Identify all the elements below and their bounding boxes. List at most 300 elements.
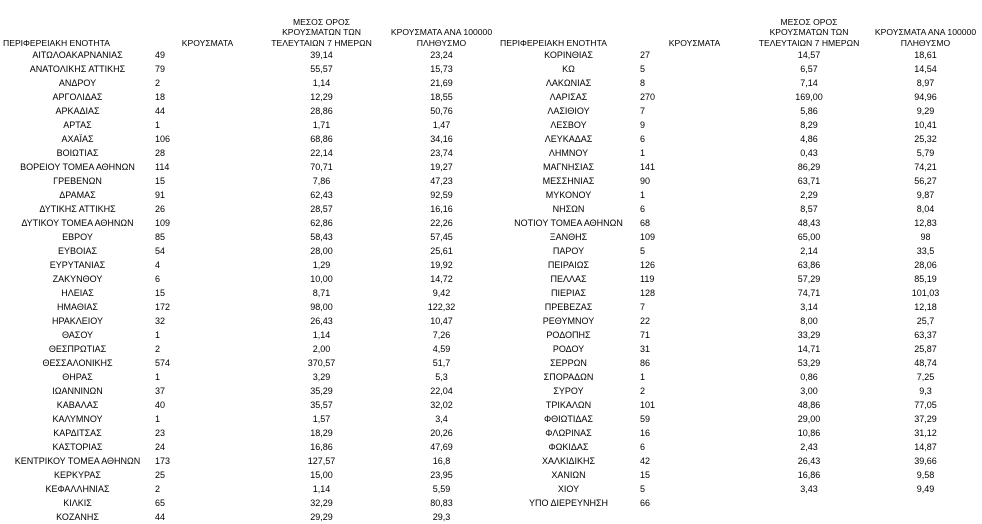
cell-cases-per-100000: 9,87 (916, 190, 935, 200)
cell-region: ΧΙΟΥ (557, 484, 580, 494)
table-row (0, 412, 500, 426)
cell-region: ΛΕΣΒΟΥ (550, 120, 587, 130)
cell-cases: 2 (155, 344, 161, 354)
cell-region: ΛΑΣΙΘΙΟΥ (547, 106, 590, 116)
table-row (0, 482, 500, 496)
cell-cases: 1 (155, 120, 161, 130)
cell-cases: 59 (640, 414, 651, 424)
cell-seven-day-average: 63,86 (797, 260, 821, 270)
cell-seven-day-average: 28,86 (310, 106, 333, 116)
header-cases-per-100000 (869, 0, 982, 48)
cell-region: ΛΑΡΙΣΑΣ (549, 92, 588, 102)
cell-region: ΘΑΣΟΥ (61, 330, 94, 340)
cell-cases: 66 (640, 498, 651, 508)
cell-seven-day-average: 29,00 (797, 414, 821, 424)
cell-seven-day-average: 35,57 (310, 400, 333, 410)
table-row (497, 440, 982, 454)
table-row (0, 328, 500, 342)
cell-cases-per-100000: 5,3 (435, 372, 448, 382)
cell-seven-day-average: 32,29 (310, 498, 333, 508)
cell-region: ΕΥΒΟΙΑΣ (57, 246, 98, 256)
cell-region: ΛΗΜΝΟΥ (548, 148, 589, 158)
cell-seven-day-average: 2,00 (312, 344, 331, 354)
cell-seven-day-average: 8,57 (800, 204, 818, 214)
table-row (0, 454, 500, 468)
cell-cases-per-100000: 92,59 (430, 190, 453, 200)
cell-region: ΗΛΕΙΑΣ (61, 288, 94, 298)
cell-seven-day-average: 169,00 (795, 92, 823, 102)
table-row (497, 188, 982, 202)
cell-cases: 26 (155, 204, 166, 214)
cell-cases-per-100000: 8,04 (916, 204, 935, 214)
cell-seven-day-average: 8,71 (312, 288, 331, 298)
cell-seven-day-average: 7,14 (800, 78, 818, 88)
cell-cases: 31 (640, 344, 651, 354)
cell-cases-per-100000: 57,45 (430, 232, 453, 242)
cell-region: ΣΕΡΡΩΝ (550, 358, 587, 368)
cases-table-right (497, 0, 982, 510)
cell-cases-per-100000: 23,74 (430, 148, 453, 158)
cell-cases: 85 (155, 232, 166, 242)
table-row (497, 90, 982, 104)
cell-seven-day-average: 28,57 (310, 204, 333, 214)
cell-region: ΡΟΔΟΥ (552, 344, 585, 354)
table-row (497, 132, 982, 146)
cell-seven-day-average (749, 496, 869, 510)
cell-seven-day-average: 1,71 (312, 120, 331, 130)
cell-region: ΓΡΕΒΕΝΩΝ (53, 176, 102, 186)
table-row (497, 286, 982, 300)
cell-seven-day-average: 3,00 (800, 386, 818, 396)
table-body-left (0, 48, 500, 524)
cell-cases: 24 (155, 442, 166, 452)
header-avg-line-3: ΤΕΛΕΥΤΑΙΩΝ 7 ΗΜΕΡΩΝ (758, 37, 860, 48)
header-region: ΠΕΡΙΦΕΡΕΙΑΚΗ ΕΝΟΤΗΤΑ (500, 37, 607, 48)
cell-seven-day-average: 7,86 (312, 176, 331, 186)
cell-seven-day-average: 62,43 (310, 190, 333, 200)
header-rate-line-2: ΠΛΗΘΥΣΜΟ (900, 37, 951, 48)
cell-seven-day-average: 3,14 (800, 302, 818, 312)
cell-seven-day-average: 14,57 (797, 50, 821, 60)
cell-seven-day-average: 4,86 (800, 134, 818, 144)
table-row (0, 216, 500, 230)
cell-cases: 4 (155, 260, 161, 270)
table-row (497, 412, 982, 426)
table-row (497, 300, 982, 314)
cell-cases: 5 (640, 484, 646, 494)
cell-region: ΑΡΚΑΔΙΑΣ (55, 106, 100, 116)
cell-cases: 7 (640, 302, 646, 312)
table-row (497, 118, 982, 132)
table-row (0, 286, 500, 300)
cell-region: ΤΡΙΚΑΛΩΝ (545, 400, 592, 410)
table-row (497, 146, 982, 160)
header-cases: ΚΡΟΥΣΜΑΤΑ (181, 37, 234, 48)
cell-cases-per-100000: 33,5 (916, 246, 935, 256)
cell-cases-per-100000: 47,69 (430, 442, 453, 452)
cell-region: ΔΥΤΙΚΗΣ ΑΤΤΙΚΗΣ (39, 204, 116, 214)
cell-region: ΚΕΦΑΛΛΗΝΙΑΣ (45, 484, 110, 494)
cell-seven-day-average: 58,43 (310, 232, 333, 242)
cell-seven-day-average: 14,71 (797, 344, 821, 354)
cell-seven-day-average: 16,86 (797, 470, 821, 480)
table-row (497, 328, 982, 342)
cell-cases: 1 (640, 190, 646, 200)
cell-region: ΕΥΡΥΤΑΝΙΑΣ (49, 260, 106, 270)
cell-cases: 32 (155, 316, 166, 326)
cell-cases-per-100000: 9,58 (916, 470, 935, 480)
cell-cases: 1 (155, 330, 161, 340)
table-row (497, 272, 982, 286)
cell-cases-per-100000: 56,27 (914, 176, 937, 186)
table-row (497, 426, 982, 440)
cell-region: ΚΙΛΚΙΣ (63, 498, 92, 508)
table-row (0, 370, 500, 384)
cell-cases-per-100000: 22,04 (430, 386, 453, 396)
cell-region: ΔΥΤΙΚΟΥ ΤΟΜΕΑ ΑΘΗΝΩΝ (21, 218, 134, 228)
cell-region: ΑΡΤΑΣ (63, 120, 92, 130)
table-row (497, 342, 982, 356)
cell-region: ΙΩΑΝΝΙΝΩΝ (52, 386, 103, 396)
cell-region: ΦΩΚΙΔΑΣ (548, 442, 589, 452)
cell-cases-per-100000: 20,26 (430, 428, 453, 438)
header-avg-line-2: ΚΡΟΥΣΜΑΤΩΝ ΤΩΝ (282, 27, 361, 37)
cell-seven-day-average: 39,14 (310, 50, 333, 60)
cell-cases-per-100000: 23,95 (430, 470, 453, 480)
cell-cases: 6 (640, 134, 646, 144)
table-row (0, 314, 500, 328)
cell-region: ΗΡΑΚΛΕΙΟΥ (51, 316, 104, 326)
cell-cases: 106 (155, 134, 171, 144)
cell-region: ΠΙΕΡΙΑΣ (550, 288, 587, 298)
cell-cases: 42 (640, 456, 651, 466)
cell-cases: 8 (640, 78, 646, 88)
cell-cases-per-100000: 94,96 (914, 92, 937, 102)
cell-cases-per-100000: 16,8 (432, 456, 451, 466)
table-row (0, 272, 500, 286)
cell-seven-day-average: 8,00 (800, 316, 818, 326)
table-row (497, 384, 982, 398)
cell-cases-per-100000: 14,87 (914, 442, 937, 452)
cell-region: ΚΕΝΤΡΙΚΟΥ ΤΟΜΕΑ ΑΘΗΝΩΝ (14, 456, 141, 466)
cell-seven-day-average: 1,29 (312, 260, 331, 270)
cell-cases: 44 (155, 512, 166, 522)
cell-seven-day-average: 1,57 (312, 414, 331, 424)
cell-cases-per-100000: 74,21 (914, 162, 937, 172)
cell-seven-day-average: 48,86 (797, 400, 821, 410)
cell-cases-per-100000: 39,66 (914, 456, 937, 466)
cell-region: ΜΕΣΣΗΝΙΑΣ (542, 176, 595, 186)
cell-cases: 86 (640, 358, 651, 368)
cell-region: ΚΑΡΔΙΤΣΑΣ (53, 428, 102, 438)
cell-cases: 173 (155, 456, 171, 466)
cell-seven-day-average: 28,00 (310, 246, 333, 256)
cell-cases: 15 (155, 288, 166, 298)
cell-cases-per-100000: 5,59 (432, 484, 451, 494)
cell-cases-per-100000: 12,18 (914, 302, 937, 312)
cell-region: ΑΝΑΤΟΛΙΚΗΣ ΑΤΤΙΚΗΣ (29, 64, 126, 74)
cell-region: ΑΙΤΩΛΟΑΚΑΡΝΑΝΙΑΣ (32, 50, 123, 60)
table-row (0, 132, 500, 146)
cell-region: ΚΑΛΥΜΝΟΥ (52, 414, 103, 424)
cell-cases-per-100000: 14,72 (430, 274, 453, 284)
table-row (497, 468, 982, 482)
cell-seven-day-average: 5,86 (800, 106, 818, 116)
cell-cases: 44 (155, 106, 166, 116)
cell-cases-per-100000: 3,4 (435, 414, 448, 424)
table-right-half (497, 0, 982, 523)
cell-cases-per-100000: 9,49 (916, 484, 935, 494)
cell-region: ΚΑΒΑΛΑΣ (56, 400, 99, 410)
cell-cases: 5 (640, 64, 646, 74)
table-row (0, 496, 500, 510)
header-avg-line-3: ΤΕΛΕΥΤΑΙΩΝ 7 ΗΜΕΡΩΝ (271, 37, 372, 48)
cell-cases-per-100000: 7,25 (916, 372, 935, 382)
table-row (497, 216, 982, 230)
cell-cases-per-100000: 12,83 (914, 218, 937, 228)
cell-region: ΖΑΚΥΝΘΟΥ (52, 274, 103, 284)
cell-cases: 2 (155, 484, 161, 494)
table-row (497, 496, 982, 510)
table-row (497, 160, 982, 174)
table-row (497, 174, 982, 188)
cell-cases-per-100000: 23,24 (430, 50, 453, 60)
cell-region: ΑΝΔΡΟΥ (58, 78, 97, 88)
table-row (497, 314, 982, 328)
table-row (0, 104, 500, 118)
cell-cases-per-100000: 32,02 (430, 400, 453, 410)
cell-cases-per-100000 (869, 496, 982, 510)
header-avg-line-2: ΚΡΟΥΣΜΑΤΩΝ ΤΩΝ (769, 27, 849, 37)
table-row (497, 482, 982, 496)
cell-cases: 1 (640, 372, 646, 382)
cell-cases: 23 (155, 428, 166, 438)
cell-cases: 71 (640, 330, 651, 340)
cell-cases-per-100000: 122,32 (427, 302, 456, 312)
table-row (0, 76, 500, 90)
cell-region: ΧΑΝΙΩΝ (551, 470, 586, 480)
cell-cases: 28 (155, 148, 166, 158)
cell-seven-day-average: 68,86 (310, 134, 333, 144)
cell-seven-day-average: 65,00 (797, 232, 821, 242)
table-row (0, 342, 500, 356)
cell-cases-per-100000: 25,61 (430, 246, 453, 256)
cell-cases-per-100000: 18,55 (430, 92, 453, 102)
cell-seven-day-average: 1,14 (312, 78, 331, 88)
cell-region: ΑΡΓΟΛΙΔΑΣ (52, 92, 103, 102)
cell-seven-day-average: 22,14 (310, 148, 333, 158)
cell-cases: 9 (640, 120, 646, 130)
cell-cases: 2 (640, 386, 646, 396)
cell-seven-day-average: 0,43 (800, 148, 818, 158)
cell-seven-day-average: 70,71 (310, 162, 333, 172)
cell-cases: 172 (155, 302, 171, 312)
cell-cases: 6 (155, 274, 161, 284)
cell-cases-per-100000: 25,32 (914, 134, 937, 144)
cell-cases-per-100000: 85,19 (914, 274, 937, 284)
cell-region: ΜΑΓΝΗΣΙΑΣ (542, 162, 595, 172)
cell-seven-day-average: 63,71 (797, 176, 821, 186)
table-row (0, 160, 500, 174)
cell-cases-per-100000: 9,29 (916, 106, 935, 116)
cell-cases-per-100000: 10,41 (914, 120, 937, 130)
cell-cases: 54 (155, 246, 166, 256)
cell-seven-day-average: 12,29 (310, 92, 333, 102)
header-cases-per-100000 (383, 0, 500, 48)
table-row (497, 104, 982, 118)
cell-cases: 7 (640, 106, 646, 116)
table-row (497, 244, 982, 258)
cell-cases: 1 (640, 148, 646, 158)
cell-region: ΗΜΑΘΙΑΣ (57, 302, 98, 312)
cell-cases: 15 (640, 470, 651, 480)
cell-cases: 1 (155, 372, 161, 382)
table-row (0, 188, 500, 202)
cell-seven-day-average: 57,29 (797, 274, 821, 284)
cell-cases-per-100000: 63,37 (914, 330, 937, 340)
cell-seven-day-average: 3,29 (312, 372, 331, 382)
cell-seven-day-average: 8,29 (800, 120, 818, 130)
cell-seven-day-average: 2,43 (800, 442, 818, 452)
cell-cases: 15 (155, 176, 166, 186)
cell-seven-day-average: 3,43 (800, 484, 818, 494)
cell-cases-per-100000: 29,3 (432, 512, 451, 522)
table-row (497, 356, 982, 370)
cell-cases-per-100000: 4,59 (432, 344, 451, 354)
header-cases: ΚΡΟΥΣΜΑΤΑ (668, 37, 721, 48)
cell-cases-per-100000: 31,12 (914, 428, 937, 438)
cell-cases: 6 (640, 204, 646, 214)
cell-cases-per-100000: 10,47 (430, 316, 453, 326)
cell-cases-per-100000: 1,47 (432, 120, 451, 130)
cell-seven-day-average: 370,57 (307, 358, 336, 368)
table-row (0, 384, 500, 398)
cell-seven-day-average: 55,57 (310, 64, 333, 74)
table-row (0, 258, 500, 272)
cell-seven-day-average: 6,57 (800, 64, 818, 74)
cell-region: ΠΡΕΒΕΖΑΣ (544, 302, 593, 312)
cell-seven-day-average: 1,14 (312, 330, 331, 340)
cell-seven-day-average: 53,29 (797, 358, 821, 368)
cell-seven-day-average: 62,86 (310, 218, 333, 228)
cell-cases: 22 (640, 316, 651, 326)
cell-cases: 68 (640, 218, 651, 228)
cell-cases: 270 (640, 92, 656, 102)
cell-region: ΠΕΙΡΑΙΩΣ (547, 260, 590, 270)
table-row (0, 398, 500, 412)
cell-region: ΚΟΖΑΝΗΣ (56, 512, 99, 522)
table-body-right (497, 48, 982, 510)
cell-cases: 114 (155, 162, 170, 172)
cell-cases-per-100000: 9,42 (432, 288, 451, 298)
cell-region: ΚΕΡΚΥΡΑΣ (54, 470, 101, 480)
cell-region: ΦΘΙΩΤΙΔΑΣ (544, 414, 593, 424)
cell-region: ΘΕΣΠΡΩΤΙΑΣ (48, 344, 107, 354)
cell-region: ΡΕΘΥΜΝΟΥ (542, 316, 595, 326)
cell-cases: 109 (640, 232, 656, 242)
cell-cases-per-100000: 37,29 (914, 414, 937, 424)
cell-region: ΣΥΡΟΥ (553, 386, 584, 396)
cell-cases: 90 (640, 176, 651, 186)
table-row (0, 468, 500, 482)
cell-region: ΡΟΔΟΠΗΣ (546, 330, 591, 340)
table-row (497, 454, 982, 468)
cell-cases: 91 (155, 190, 166, 200)
cell-region: ΠΑΡΟΥ (552, 246, 585, 256)
cell-cases-per-100000: 51,7 (432, 358, 451, 368)
cell-cases-per-100000: 8,97 (916, 78, 935, 88)
cell-cases: 101 (640, 400, 656, 410)
header-avg-line-1: ΜΕΣΟΣ ΟΡΟΣ (292, 16, 350, 27)
cell-region: ΚΑΣΤΟΡΙΑΣ (52, 442, 103, 452)
cell-cases-per-100000: 25,87 (914, 344, 937, 354)
cell-cases-per-100000: 19,27 (430, 162, 453, 172)
table-row (0, 90, 500, 104)
cell-cases-per-100000: 9,3 (919, 386, 932, 396)
table-row (0, 300, 500, 314)
table-row (0, 230, 500, 244)
header-region: ΠΕΡΙΦΕΡΕΙΑΚΗ ΕΝΟΤΗΤΑ (3, 37, 110, 48)
cell-cases-per-100000: 21,69 (430, 78, 453, 88)
cell-seven-day-average: 48,43 (797, 218, 821, 228)
table-row (0, 146, 500, 160)
cell-cases: 25 (155, 470, 166, 480)
cell-cases: 49 (155, 50, 166, 60)
cell-cases-per-100000: 101,03 (911, 288, 940, 298)
cell-cases-per-100000: 28,06 (914, 260, 937, 270)
cell-cases-per-100000: 16,16 (430, 204, 453, 214)
cell-seven-day-average: 2,29 (800, 190, 818, 200)
cell-region: ΝΗΣΩΝ (552, 204, 585, 214)
cell-cases: 5 (640, 246, 646, 256)
cell-region: ΜΥΚΟΝΟΥ (545, 190, 592, 200)
cell-cases: 109 (155, 218, 171, 228)
header-seven-day-average (749, 0, 869, 48)
cell-cases: 16 (640, 428, 651, 438)
cell-seven-day-average: 10,86 (797, 428, 821, 438)
table-row (497, 230, 982, 244)
cell-seven-day-average: 26,43 (310, 316, 333, 326)
header-row (0, 0, 500, 48)
cell-seven-day-average: 33,29 (797, 330, 821, 340)
cell-region: ΔΡΑΜΑΣ (59, 190, 96, 200)
cell-cases-per-100000: 50,76 (430, 106, 453, 116)
cell-seven-day-average: 29,29 (310, 512, 333, 522)
cell-cases-per-100000: 7,26 (432, 330, 451, 340)
cell-region: ΝΟΤΙΟΥ ΤΟΜΕΑ ΑΘΗΝΩΝ (514, 218, 623, 228)
cell-cases-per-100000: 48,74 (914, 358, 937, 368)
cell-seven-day-average: 16,86 (310, 442, 333, 452)
cell-cases-per-100000: 80,83 (430, 498, 453, 508)
header-row (497, 0, 982, 48)
cell-region: ΠΕΛΛΑΣ (550, 274, 587, 284)
cell-cases: 18 (155, 92, 166, 102)
cell-cases-per-100000: 34,16 (430, 134, 453, 144)
table-row (0, 510, 500, 524)
cell-region: ΛΑΚΩΝΙΑΣ (545, 78, 592, 88)
table-row (0, 440, 500, 454)
cell-cases: 1 (155, 414, 161, 424)
cell-seven-day-average: 86,29 (797, 162, 821, 172)
cell-region: ΥΠΟ ΔΙΕΡΕΥΝΗΣΗ (528, 498, 609, 508)
table-row (0, 244, 500, 258)
cell-cases: 128 (640, 288, 656, 298)
cell-seven-day-average: 10,00 (310, 274, 333, 284)
cell-region: ΚΩ (562, 64, 575, 74)
cell-seven-day-average: 35,29 (310, 386, 333, 396)
cell-region: ΒΟΙΩΤΙΑΣ (56, 148, 99, 158)
cell-region: ΒΟΡΕΙΟΥ ΤΟΜΕΑ ΑΘΗΝΩΝ (20, 162, 135, 172)
